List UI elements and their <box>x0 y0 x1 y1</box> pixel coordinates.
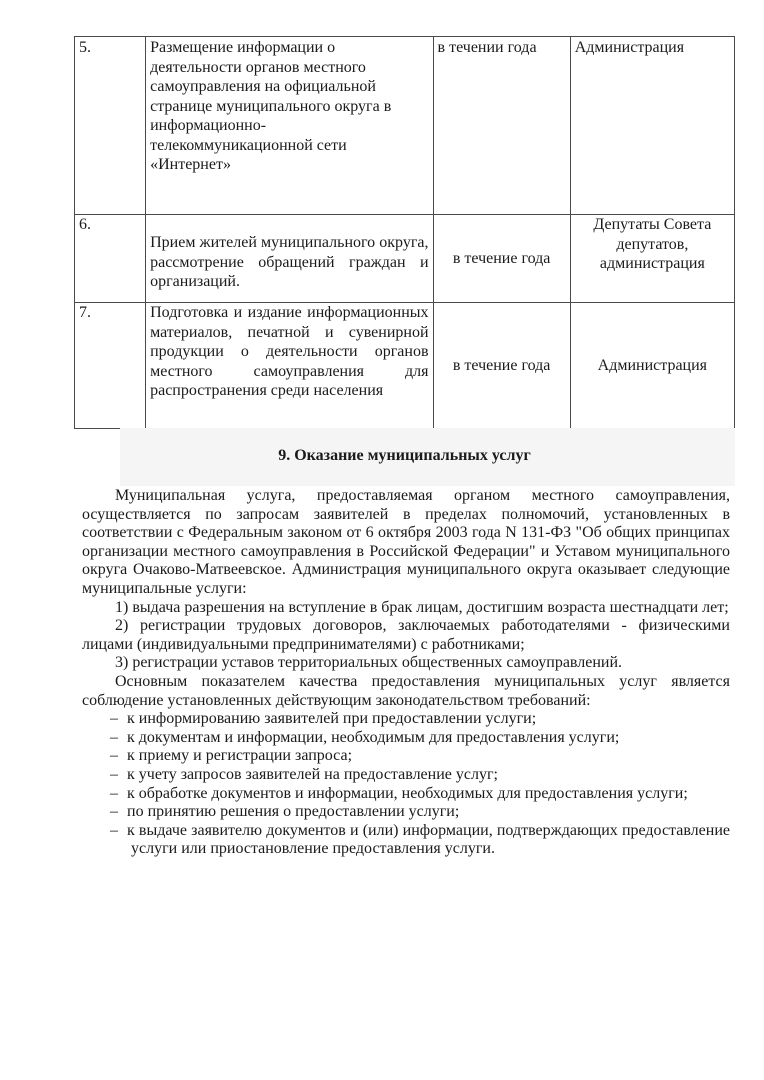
row-description <box>146 37 433 215</box>
row-term: в течение года <box>433 215 570 303</box>
row-number: 5. <box>75 37 146 215</box>
events-table <box>74 36 735 429</box>
table-row <box>75 215 735 303</box>
requirement-item: – к документам и информации, необходимым для предоставления услуги; <box>110 728 620 746</box>
description-line: деятельности органов местного <box>150 58 366 76</box>
description-line: информационно- <box>150 117 267 134</box>
section-heading: 9. Оказание муниципальных услуг <box>278 447 531 464</box>
service-item: 2) регистрации трудовых договоров, заключаемых работодателями - физическими лицами (индивидуальными предпринимателями) с работниками; <box>82 617 730 653</box>
dash-bullet: – <box>110 821 118 839</box>
dash-bullet: – <box>110 765 118 783</box>
dash-bullet: – <box>110 803 118 821</box>
dash-bullet: – <box>110 747 118 765</box>
row-term: в течение года <box>433 303 570 429</box>
dash-bullet: – <box>110 710 118 728</box>
row-description <box>146 303 433 429</box>
description-line: самоуправления на официальной <box>150 78 376 95</box>
row-responsible: Администрация <box>570 303 734 429</box>
requirement-item: – к учету запросов заявителей на предоставление услуг; <box>110 765 498 783</box>
service-item: 3) регистрации уставов территориальных общественных самоуправлений. <box>115 654 623 672</box>
quality-paragraph: Основным показателем качества предоставления муниципальных услуг является соблюдение установленных действующим законодательством требований: <box>82 672 730 709</box>
intro-paragraph: Муниципальная услуга, предоставляемая органом местного самоуправления, осуществляется по запросам заявителей в пределах полномочий, установленных в соответствии с Федеральным законом от 6 октября 2003 года N 131-ФЗ "Об общих принципах организации местного самоуправления в Российской Федерации" и Уставом муниципального округа Очаково-Матвеевское. Администрация муниципального округа оказывает следующие муниципальные услуги: <box>82 487 730 597</box>
row-number: 6. <box>75 215 146 303</box>
dash-bullet: – <box>110 728 118 746</box>
requirement-item: – к обработке документов и информации, необходимых для предоставления услуги; <box>110 784 688 802</box>
requirement-item: – по принятию решения о предоставлении услуги; <box>110 803 460 821</box>
table-row <box>75 303 735 429</box>
requirements-list <box>82 710 730 859</box>
description-line: Размещение информации о <box>150 39 336 56</box>
description-line: «Интернет» <box>150 156 231 173</box>
section-body <box>82 487 730 859</box>
description-line: телекоммуникационной сети <box>150 136 347 154</box>
row-term: в течении года <box>433 37 570 215</box>
row-description <box>146 215 433 303</box>
responsible-line: депутатов, <box>616 235 689 253</box>
dash-bullet: – <box>110 784 118 802</box>
description-text: Подготовка и издание информационных материалов, печатной и сувенирной продукции о деятельности органов местного самоуправления для распространения среди населения <box>150 304 429 399</box>
requirement-item: – к информированию заявителей при предоставлении услуги; <box>110 710 537 728</box>
row-responsible <box>570 215 734 303</box>
table-row <box>75 37 735 215</box>
requirement-item: – к приему и регистрации запроса; <box>110 747 353 765</box>
requirement-item: – к выдаче заявителю документов и (или) информации, подтверждающих предоставление услуги или приостановление предоставления услуги. <box>110 821 730 858</box>
row-number: 7. <box>75 303 146 429</box>
responsible-line: Депутаты Совета <box>593 216 712 233</box>
description-line: странице муниципального округа в <box>150 97 392 115</box>
service-item: 1) выдача разрешения на вступление в брак лицам, достигшим возраста шестнадцати лет; <box>115 598 729 616</box>
row-responsible: Администрация <box>570 37 734 215</box>
description-text: Прием жителей муниципального округа, рассмотрение обращений граждан и организаций. <box>150 234 429 291</box>
responsible-line: администрация <box>599 255 705 272</box>
